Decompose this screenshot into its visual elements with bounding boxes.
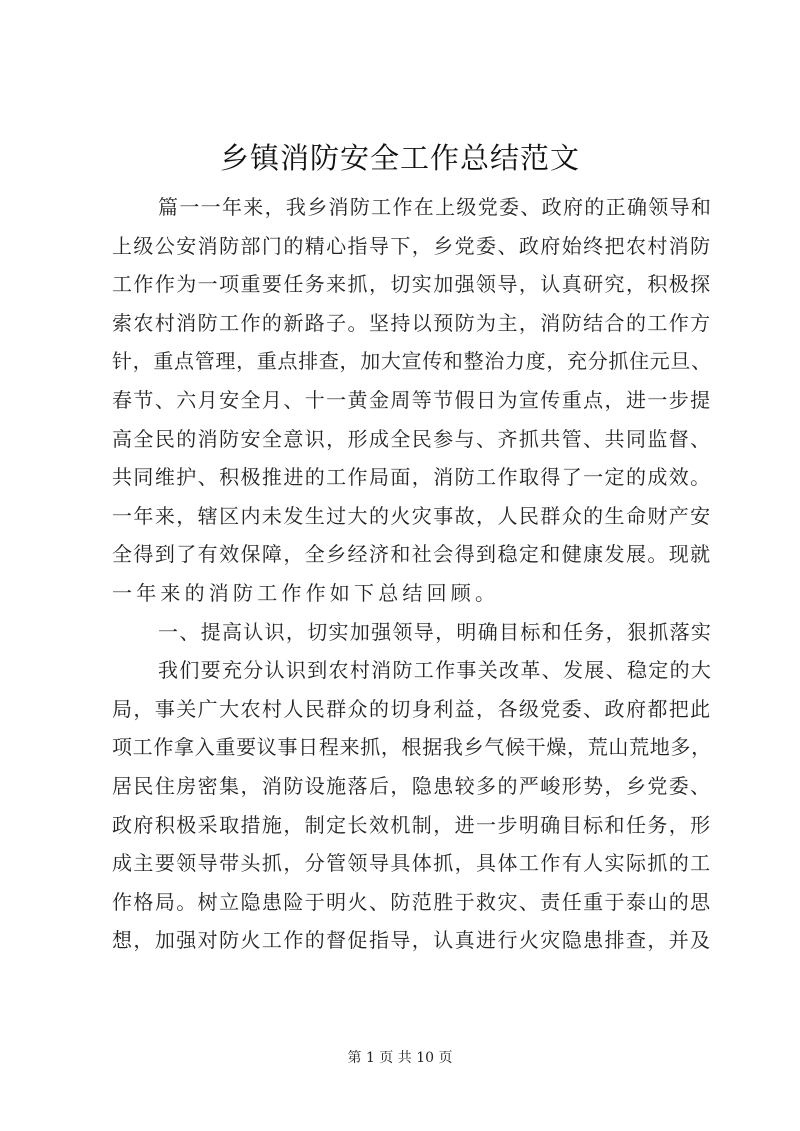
body-line: 项工作拿入重要议事日程来抓，根据我乡气候干燥，荒山荒地多，: [112, 735, 712, 760]
document-body: [112, 188, 712, 960]
body-line: 一年来，辖区内未发生过大的火灾事故，人民群众的生命财产安: [112, 503, 712, 528]
body-line: 高全民的消防安全意识，形成全民参与、齐抓共管、共同监督、: [112, 426, 712, 451]
body-line: 针，重点管理，重点排查，加大宣传和整治力度，充分抓住元旦、: [112, 349, 712, 374]
body-line: 共同维护、积极推进的工作局面，消防工作取得了一定的成效。: [112, 465, 712, 490]
body-line: 想，加强对防火工作的督促指导，认真进行火灾隐患排查，并及: [112, 928, 712, 953]
body-line: 局，事关广大农村人民群众的切身利益，各级党委、政府都把此: [112, 696, 712, 721]
page-number-footer: 第 1 页 共 10 页: [347, 1050, 453, 1066]
body-line: 春节、六月安全月、十一黄金周等节假日为宣传重点，进一步提: [112, 387, 712, 412]
body-line: 篇一一年来，我乡消防工作在上级党委、政府的正确领导和: [158, 195, 713, 219]
body-line: 工作作为一项重要任务来抓，切实加强领导，认真研究，积极探: [112, 272, 712, 297]
body-line: 上级公安消防部门的精心指导下，乡党委、政府始终把农村消防: [112, 233, 712, 258]
body-line: 居民住房密集，消防设施落后，隐患较多的严峻形势，乡党委、: [112, 773, 712, 798]
body-line: 我们要充分认识到农村消防工作事关改革、发展、稳定的大: [158, 658, 713, 683]
body-line: 政府积极采取措施，制定长效机制，进一步明确目标和任务，形: [112, 812, 712, 837]
body-line: 作格局。树立隐患险于明火、防范胜于救灾、责任重于泰山的思: [112, 889, 712, 914]
section-heading: 一、提高认识，切实加强领导，明确目标和任务，狠抓落实: [158, 619, 713, 644]
body-line: 索农村消防工作的新路子。坚持以预防为主，消防结合的工作方: [112, 310, 712, 335]
body-line: 成主要领导带头抓，分管领导具体抓，具体工作有人实际抓的工: [112, 851, 712, 876]
body-line: 全得到了有效保障，全乡经济和社会得到稳定和健康发展。现就: [112, 542, 712, 567]
body-line: 一年来的消防工作作如下总结回顾。: [112, 580, 500, 605]
document-title: 乡镇消防安全工作总结范文: [219, 141, 580, 175]
